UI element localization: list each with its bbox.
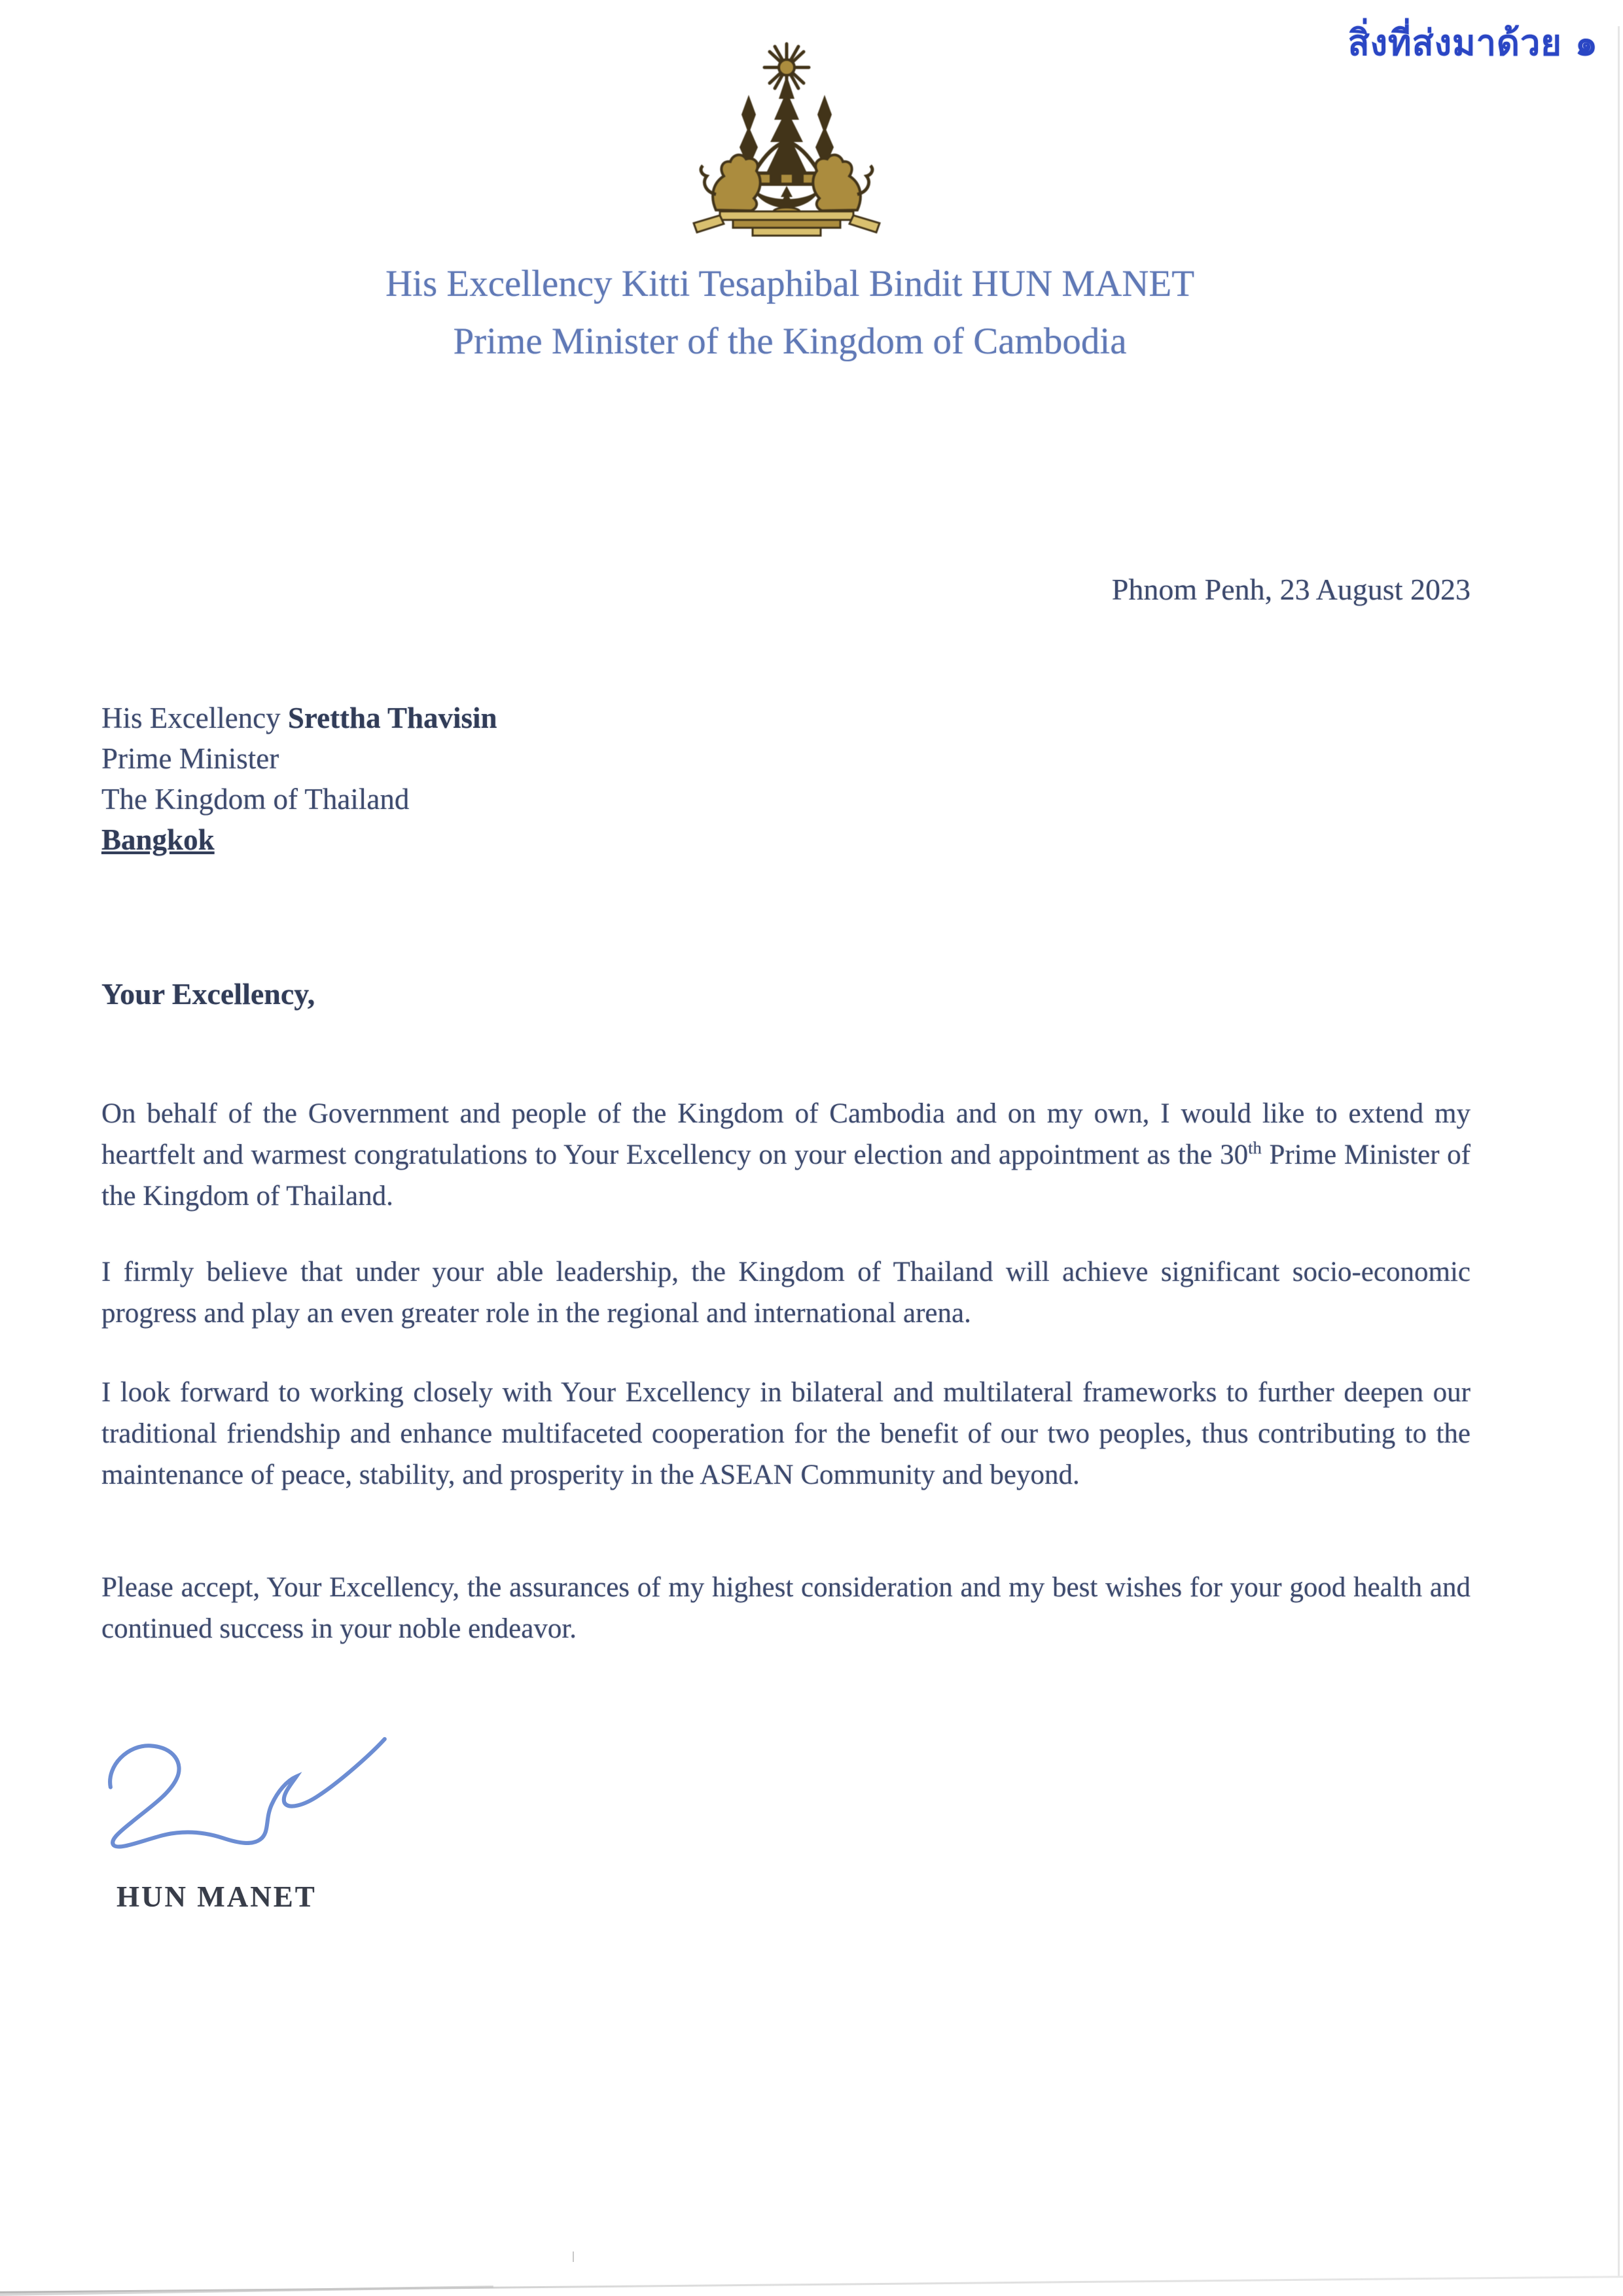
recipient-line-3: The Kingdom of Thailand xyxy=(101,783,410,816)
scanner-edge-line xyxy=(1618,26,1620,2278)
handwritten-signature-icon xyxy=(84,1707,391,1861)
body-paragraph-3: I look forward to working closely with Your Excellency in bilateral and multilateral frameworks to further deepen our traditional friendship and enhance multifaceted cooperation for the benefit of our two peoples, thus contributing to the maintenance of peace, stability, and prosperity in the ASEAN Community and beyond. xyxy=(101,1377,1471,1490)
letterhead-sender-title: Prime Minister of the Kingdom of Cambodia xyxy=(453,321,1127,362)
dateline: Phnom Penh, 23 August 2023 xyxy=(1111,573,1471,606)
letterhead-sender-name: His Excellency Kitti Tesaphibal Bindit HUN MANET xyxy=(385,263,1195,304)
recipient-line-1: His Excellency Srettha Thavisin xyxy=(101,702,497,734)
royal-arms-of-cambodia-icon xyxy=(675,37,898,241)
body-paragraph-2: I firmly believe that under your able leadership, the Kingdom of Thailand will achieve significant socio-economic progress and play an even greater role in the regional and international arena. xyxy=(101,1257,1471,1329)
recipient-line-2: Prime Minister xyxy=(101,742,279,775)
recipient-name: Srettha Thavisin xyxy=(287,702,497,734)
signer-name: HUN MANET xyxy=(116,1880,317,1913)
scanner-speck xyxy=(573,2251,574,2262)
salutation: Your Excellency, xyxy=(101,977,315,1011)
recipient-address xyxy=(101,698,497,860)
recipient-city: Bangkok xyxy=(101,823,215,856)
ordinal-superscript: th xyxy=(1248,1138,1262,1158)
recipient-line-4 xyxy=(101,819,497,860)
letterhead xyxy=(0,255,1580,370)
body-paragraph-1: On behalf of the Government and people of the Kingdom of Cambodia and on my own, I would like to extend my heartfelt and warmest congratulations to Your Excellency on your election and appointment as the 30th Prime Minister of the Kingdom of Thailand. xyxy=(101,1098,1471,1211)
attachment-annotation: สิ่งที่ส่งมาด้วย ๑ xyxy=(1347,22,1598,63)
body-paragraph-4: Please accept, Your Excellency, the assurances of my highest consideration and my best wishes for your good health and continued success in your noble endeavor. xyxy=(101,1572,1471,1644)
